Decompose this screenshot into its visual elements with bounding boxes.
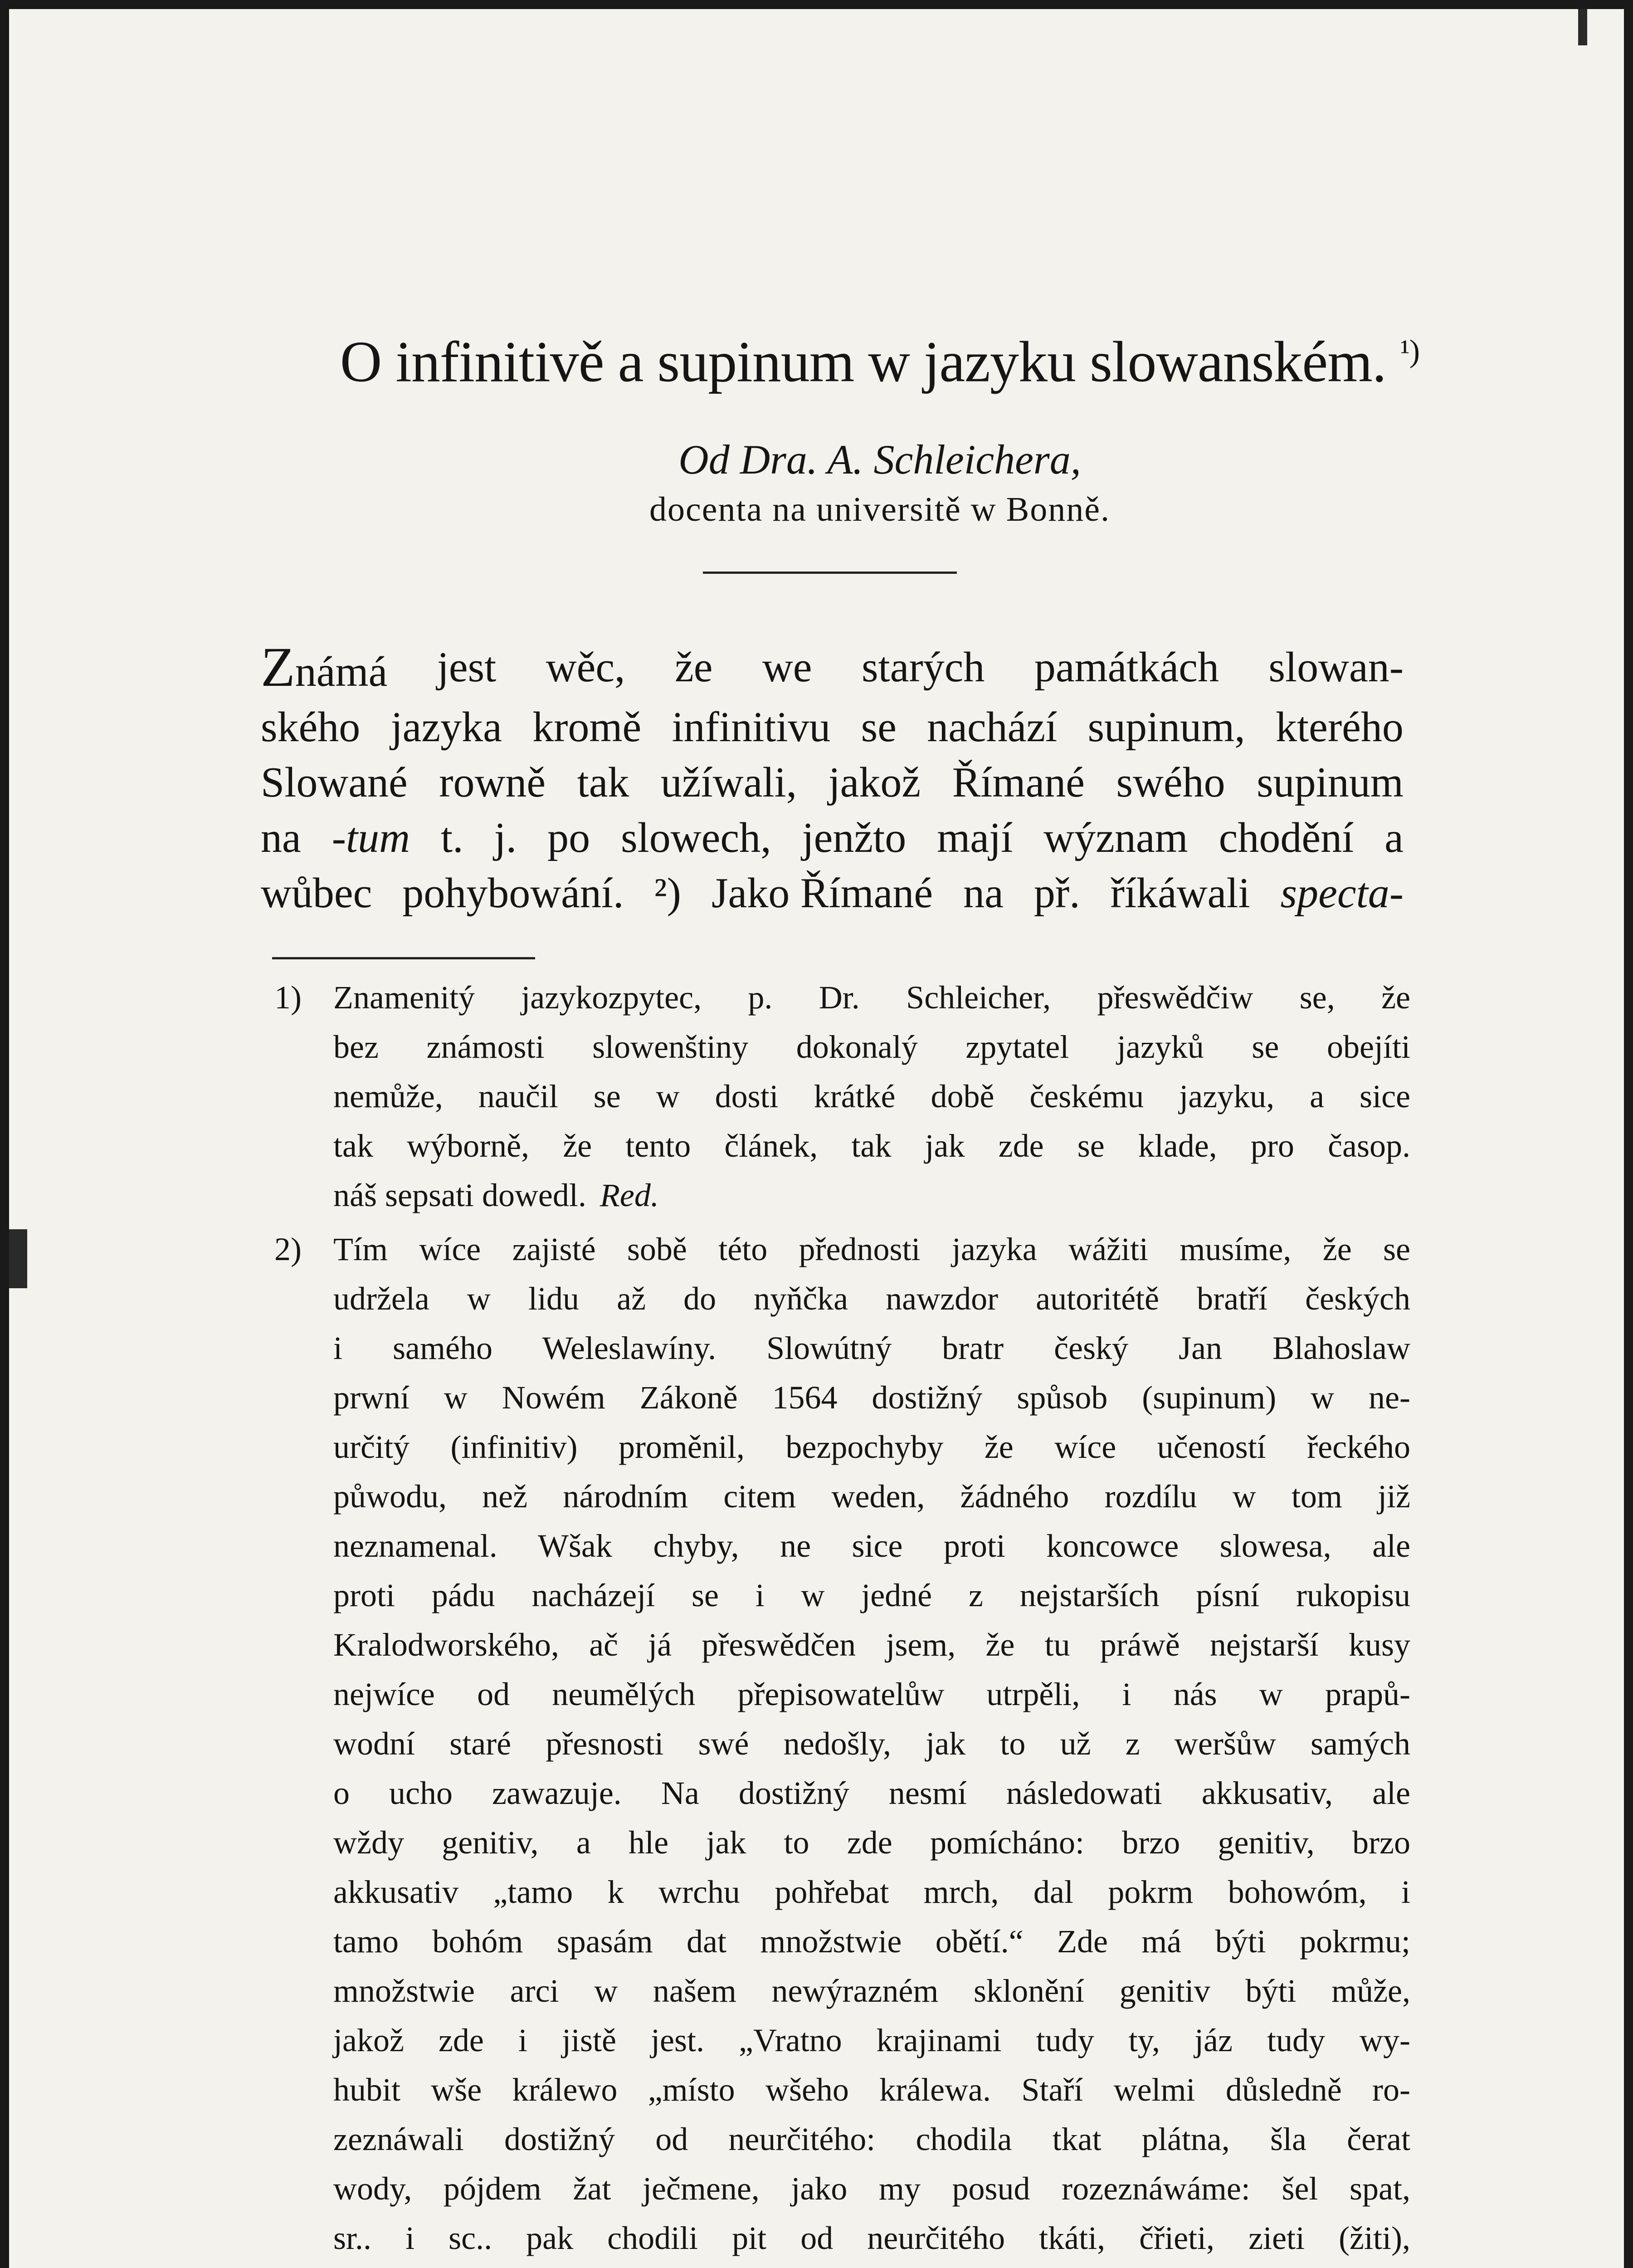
bleed-through-texture	[1347, 245, 1355, 284]
footnote-line-text: prwní w Nowém Zákoně 1564 dostižný spůsob (supinum) w ne-	[333, 1379, 1410, 1416]
footnote-line	[333, 1521, 1410, 1571]
footnote-line	[333, 1171, 1410, 1220]
footnote-line	[333, 2263, 1410, 2268]
title-divider	[703, 572, 957, 574]
body-word: říkáwali	[1110, 870, 1250, 917]
footnote-line-text: Znamenitý jazykozpytec, p. Dr. Schleicher, přeswědčiw se, že	[333, 979, 1410, 1016]
footnote-line-text	[333, 2263, 1410, 2268]
footnote-line-text: náš sepsati dowedl.	[333, 1177, 586, 1213]
footnote-line-text: tamo bohóm spasám dat množstwie obětí.“ Zde má býti pokrmu;	[333, 1923, 1410, 1960]
footnote-line	[333, 1719, 1410, 1769]
footnote-line	[333, 2016, 1410, 2065]
footnote-line	[333, 1022, 1410, 1072]
article-title	[268, 318, 1492, 396]
footnote-number: 2)	[274, 1231, 302, 1267]
footnote	[274, 1225, 1410, 2268]
body-word: Římané	[952, 759, 1085, 806]
body-word: jazyka	[390, 704, 502, 751]
body-paragraph	[261, 636, 1404, 921]
initial-letter: Z	[261, 636, 295, 698]
footnote-line-text: proti pádu nacházejí se i w jedné z nejstarších písní rukopisu	[333, 1577, 1410, 1613]
body-word: po	[547, 814, 590, 861]
body-word: kromě	[532, 704, 642, 751]
body-word: mají	[937, 814, 1013, 861]
footnote-line-text: jakož zde i jistě jest. „Vratno krajinami tudy ty, jáz tudy wy-	[333, 2022, 1410, 2058]
binding-mark	[1578, 9, 1587, 45]
body-word: slowan-	[1268, 644, 1404, 691]
footnote-divider	[272, 957, 535, 959]
body-word: ²)	[654, 870, 681, 917]
footnote-line-text: tak wýborně, že tento článek, tak jak zde se klade, pro časop.	[333, 1128, 1410, 1164]
body-word: tak	[577, 759, 629, 806]
body-word: swého	[1116, 759, 1225, 806]
footnote-line	[333, 1571, 1410, 1620]
footnote-line-text: akkusativ „tamo k wrchu pohřebat mrch, dal pokrm bohowóm, i	[333, 1874, 1410, 1910]
footnote-line	[333, 1818, 1410, 1867]
title-footnote-ref: ¹)	[1400, 334, 1420, 369]
author-affiliation: docenta na universitě w Bonně.	[649, 490, 1111, 528]
body-word: rowně	[439, 759, 546, 806]
body-line	[261, 636, 1404, 699]
footnote-line-text: sr.. i sc.. pak chodili pit od neurčitého tkáti, čřieti, zieti (žiti),	[333, 2220, 1410, 2256]
footnote-line-text: wždy genitiv, a hle jak to zde pomícháno: brzo genitiv, brzo	[333, 1824, 1410, 1861]
body-word: na	[963, 870, 1004, 917]
footnote-line	[333, 1274, 1410, 1324]
scanned-page	[9, 9, 1624, 2268]
body-line	[261, 755, 1404, 810]
body-word: př.	[1033, 870, 1080, 917]
footnote-line	[333, 1620, 1410, 1670]
footnote-line	[333, 1769, 1410, 1818]
footnote-line-text: o ucho zawazuje. Na dostižný nesmí následowati akkusativ, ale	[333, 1775, 1410, 1811]
footnote-line	[333, 1917, 1410, 1966]
footnote-line-text: hubit wše králewo „místo wšeho králewa. Staří welmi důsledně ro-	[333, 2072, 1410, 2108]
body-word	[261, 636, 388, 699]
footnote-line-text: množstwie arci w našem newýrazném sklonění genitiv býti může,	[333, 1973, 1410, 2009]
body-word: wůbec	[261, 870, 372, 917]
body-word: ského	[261, 704, 361, 751]
footnote-line-text: wodní staré přesnosti swé nedošly, jak to už z weršůw samých	[333, 1725, 1410, 1762]
body-word: j.	[494, 814, 517, 861]
footnote-line	[333, 2164, 1410, 2214]
footnote-line-text: i samého Weleslawíny. Slowútný bratr český Jan Blahoslaw	[333, 1330, 1410, 1366]
body-line	[261, 865, 1404, 921]
body-word: a	[1384, 814, 1404, 861]
body-word: -tum	[331, 814, 410, 861]
body-word: památkách	[1034, 644, 1219, 691]
body-word: se	[861, 704, 897, 751]
footnote-line-text: nejwíce od neumělých přepisowatelůw utrpěli, i nás w prapů-	[333, 1676, 1410, 1712]
footnote-line	[333, 1422, 1410, 1472]
body-word: supinum	[1257, 759, 1404, 806]
body-word: chodění	[1219, 814, 1354, 861]
body-word: Slowané	[261, 759, 408, 806]
body-word: užíwali,	[660, 759, 797, 806]
footnote-line-text: půwodu, než národním citem weden, žádného rozdílu w tom již	[333, 1478, 1410, 1515]
body-word: pohybowání.	[402, 870, 624, 917]
body-word: jest	[437, 644, 497, 691]
body-word: nachází	[927, 704, 1058, 751]
footnote-line	[333, 2115, 1410, 2164]
body-word: wěc,	[546, 644, 625, 691]
body-word-rest: námá	[295, 648, 388, 695]
footnote-line-text: určitý (infinitiv) proměnil, bezpochyby že wíce učeností řeckého	[333, 1429, 1410, 1465]
body-word: jenžto	[802, 814, 907, 861]
footnote-line	[333, 2065, 1410, 2115]
footnote-line	[333, 1670, 1410, 1719]
body-word: we	[762, 644, 812, 691]
article-title-text: O infinitivě a supinum w jazyku slowanském.	[340, 329, 1386, 394]
footnote	[274, 973, 1410, 1220]
footnote-line	[333, 973, 1410, 1022]
body-word: na	[261, 814, 301, 861]
footnote-line-text: neznamenal. Wšak chyby, ne sice proti koncowce slowesa, ale	[333, 1528, 1410, 1564]
footnote-line-text: bez známosti slowenštiny dokonalý zpytatel jazyků se obejíti	[333, 1029, 1410, 1065]
body-word: specta-	[1280, 870, 1404, 917]
footnote-line-text: zeznáwali dostižný od neurčitého: chodila tkat plátna, šla čerat	[333, 2121, 1410, 2157]
article-author: Od Dra. A. Schleichera,	[678, 436, 1081, 483]
footnote-line	[333, 1966, 1410, 2016]
footnote-line	[333, 1121, 1410, 1171]
footnote-line	[333, 1072, 1410, 1121]
body-word: jakož	[828, 759, 921, 806]
body-word: t.	[440, 814, 463, 861]
footnote-line	[333, 1472, 1410, 1521]
footnote-line	[333, 2214, 1410, 2263]
footnote-line-text: Kralodworského, ač já přeswědčen jsem, že tu práwě nejstarší kusy	[333, 1627, 1410, 1663]
body-word: Jako Římané	[711, 870, 933, 917]
footnote-line-text: Tím wíce zajisté sobě této přednosti jazyka wážiti musíme, že se	[333, 1231, 1410, 1267]
binding-mark	[9, 1229, 27, 1288]
footnote-number: 1)	[274, 979, 302, 1016]
body-line	[261, 810, 1404, 865]
footnote-signature: Red.	[600, 1177, 659, 1213]
body-line	[261, 699, 1404, 755]
body-word: wýznam	[1043, 814, 1188, 861]
body-word: kterého	[1276, 704, 1404, 751]
footnote-line	[333, 1225, 1410, 1274]
footnote-line-text: udržela w lidu až do nyňčka nawzdor autoritétě bratří českých	[333, 1281, 1410, 1317]
body-word: že	[675, 644, 713, 691]
body-word: supinum,	[1087, 704, 1245, 751]
footnote-line	[333, 1324, 1410, 1373]
footnote-line-text: nemůže, naučil se w dosti krátké době českému jazyku, a sice	[333, 1078, 1410, 1114]
body-word: infinitivu	[672, 704, 831, 751]
footnote-line	[333, 1867, 1410, 1917]
body-word: starých	[861, 644, 985, 691]
footnote-line	[333, 1373, 1410, 1422]
footnotes	[274, 973, 1410, 2268]
body-word: slowech,	[621, 814, 771, 861]
footnote-line-text: wody, pójdem žat ječmene, jako my posud rozeznáwáme: šel spat,	[333, 2170, 1410, 2207]
